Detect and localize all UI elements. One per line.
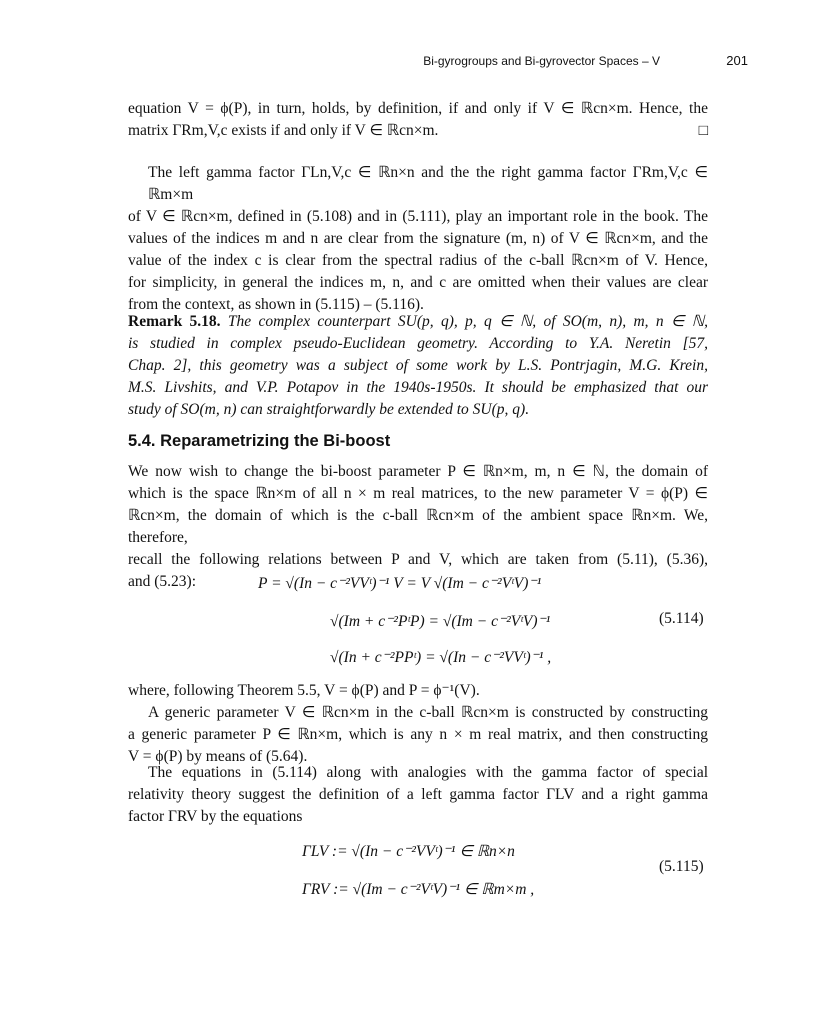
- text-line: is studied in complex pseudo-Euclidean geometry. According to Y.A. Neretin [57,: [128, 335, 708, 352]
- text-line: study of SO(m, n) can straightforwardly be extended to SU(p, q).: [128, 401, 530, 418]
- text-line: We now wish to change the bi-boost parameter P ∈ ℝn×m, m, n ∈ ℕ, the domain of: [128, 463, 708, 480]
- paragraph-gamma-factors: [128, 162, 708, 316]
- text-line: ℝcn×m, the domain of which is the c-ball ℝcn×m of the ambient space ℝn×m. We, therefore,: [128, 507, 708, 546]
- text-line: The equations in (5.114) along with analogies with the gamma factor of special: [148, 764, 708, 781]
- text-line: which is the space ℝn×m of all n × m real matrices, to the new parameter V = ϕ(P) ∈: [128, 485, 708, 502]
- qed-symbol: □: [698, 122, 708, 139]
- text-line: equation V = ϕ(P), in turn, holds, by definition, if and only if V ∈ ℝcn×m. Hence, the: [128, 100, 708, 117]
- paragraph-continuation: [128, 98, 708, 142]
- paragraph-generic-parameter: [128, 680, 708, 768]
- equation-5-115-row-2: ΓRV := √(Im − c⁻²VᵗV)⁻¹ ∈ ℝm×m ,: [302, 881, 535, 898]
- equation-number: (5.114): [659, 610, 704, 627]
- text-line: M.S. Livshits, and V.P. Potapov in the 1940s-1950s. It should be emphasized that our: [128, 379, 708, 396]
- page-number: 201: [726, 53, 748, 68]
- text-line: [128, 120, 708, 142]
- text-line: and (5.23):: [128, 573, 197, 590]
- running-header: [128, 53, 748, 74]
- remark-label: Remark 5.18.: [128, 313, 221, 330]
- section-heading: 5.4. Reparametrizing the Bi-boost: [128, 432, 391, 450]
- paragraph-gamma-definition: [128, 762, 708, 828]
- text-line: where, following Theorem 5.5, V = ϕ(P) and P = ϕ⁻¹(V).: [128, 682, 480, 699]
- remark-5-18: [128, 311, 708, 421]
- text-line: for simplicity, in general the indices m, n, and c are omitted when their values are clear: [128, 274, 708, 291]
- text-line: relativity theory suggest the definition of a left gamma factor ΓLV and a right gamma: [128, 786, 708, 803]
- text-line: V = ϕ(P) by means of (5.64).: [128, 748, 308, 765]
- text-line: Chap. 2], this geometry was a subject of some work by L.S. Pontrjagin, M.G. Krein,: [128, 357, 708, 374]
- text-line: A generic parameter V ∈ ℝcn×m in the c-ball ℝcn×m is constructed by constructing: [148, 704, 708, 721]
- text-line: values of the indices m and n are clear from the signature (m, n) of V ∈ ℝcn×m, and the: [128, 230, 708, 247]
- equation-5-114-row-2: √(Im + c⁻²PᵗP) = √(Im − c⁻²VᵗV)⁻¹: [330, 613, 551, 630]
- text-line: The left gamma factor ΓLn,V,c ∈ ℝn×n and the the right gamma factor ΓRm,V,c ∈ ℝm×m: [148, 164, 708, 203]
- text-line: a generic parameter P ∈ ℝn×m, which is any n × m real matrix, and then constructing: [128, 726, 708, 743]
- equation-number: (5.115): [659, 858, 704, 875]
- equation-5-115-row-1: ΓLV := √(In − c⁻²VVᵗ)⁻¹ ∈ ℝn×n: [302, 843, 515, 860]
- text-line-content: matrix ΓRm,V,c exists if and only if V ∈ ℝcn×m.: [128, 122, 439, 139]
- text-line: of V ∈ ℝcn×m, defined in (5.108) and in (5.111), play an important role in the book. The: [128, 208, 708, 225]
- text-line: value of the index c is clear from the spectral radius of the c-ball ℝcn×m of V. Hence,: [128, 252, 708, 269]
- remark-text: The complex counterpart SU(p, q), p, q ∈ ℕ, of SO(m, n), m, n ∈ ℕ,: [227, 313, 708, 330]
- text-line: factor ΓRV by the equations: [128, 808, 303, 825]
- equation-5-114-row-1: P = √(In − c⁻²VVᵗ)⁻¹ V = V √(Im − c⁻²VᵗV)⁻¹: [258, 575, 542, 592]
- running-title: Bi-gyrogroups and Bi-gyrovector Spaces – V: [423, 54, 660, 68]
- text-line: from the context, as shown in (5.115) – (5.116).: [128, 296, 424, 313]
- text-line: recall the following relations between P and V, which are taken from (5.11), (5.36),: [128, 551, 708, 568]
- text-line: [128, 311, 708, 333]
- equation-5-114-row-3: √(In + c⁻²PPᵗ) = √(In − c⁻²VVᵗ)⁻¹ ,: [330, 649, 552, 666]
